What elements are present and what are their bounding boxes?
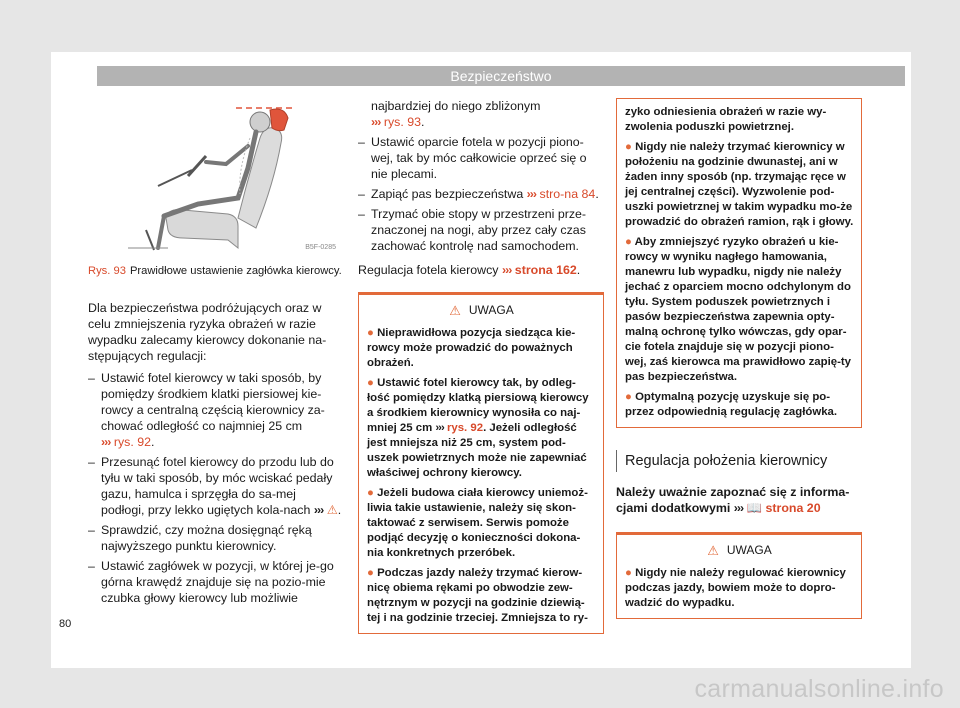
link-strona-84[interactable]: stro-na 84 bbox=[539, 187, 596, 201]
warning-item-text: Nigdy nie należy regulować kierownicy podczas jazdy, bowiem może to dopro-wadzić do wypadku. bbox=[625, 567, 846, 609]
warning-header bbox=[625, 543, 854, 558]
warning-item: ● Ustawić fotel kierowcy tak, by odleg-łość pomiędzy klatką piersiową kierowcy a środkiem kierownicy wynosiła co naj-mniej 25 cm ››› rys. 92. Jeżeli odległość jest mniejsza niż 25 cm, system pod-uszek powietrznych może nie zapewniać właściwej ochrony kierowcy. bbox=[367, 377, 589, 479]
warning-triangle-icon: ⚠ bbox=[707, 543, 719, 558]
section-heading: Regulacja położenia kierownicy bbox=[616, 450, 862, 472]
book-icon[interactable]: 📖 bbox=[746, 501, 763, 515]
warning-box-continued bbox=[616, 98, 862, 428]
column-right bbox=[616, 98, 862, 619]
warning-item: ● Jeżeli budowa ciała kierowcy uniemoż-liwia takie ustawienie, należy się skon-taktować z serwisem. Serwis pomoże podjąć decyzję o konieczności dokona-nia konkretnych przeróbek. bbox=[367, 487, 588, 559]
warning-item-text: Nigdy nie należy trzymać kierownicy w położeniu na godzinie dwunastej, ani w żaden inny sposób (np. trzymając ręce w jej centralnej części). Wyzwolenie pod-uszki powietrznej w takim wypadku mo-że prowadzić do obrażeń ramion, rąk i głowy. bbox=[625, 141, 854, 228]
warning-item-text: Aby zmniejszyć ryzyko obrażeń u kie-rowcy w wyniku nagłego hamowania, manewru lub wypadku, nigdy nie należy jechać z oparciem mocno odchylonym do tyłu. System poduszek powietrznych i pasów bezpieczeństwa zapewnia opty-malną ochronę tylko wówczas, gdy opar-cie fotela znajduje się w pozycji piono-wej, zaś kierowca ma prawidłowo zapię-ty pas bezpieczeństwa. bbox=[625, 236, 851, 383]
list-item-text: Ustawić fotel kierowcy w taki sposób, by pomiędzy środkiem klatki piersiowej kie-rowcy a centralną częścią kierownicy za-chować odległość co najmniej 25 cm bbox=[101, 371, 325, 433]
figure-code: B5F-0285 bbox=[305, 244, 336, 251]
list-item bbox=[358, 186, 604, 202]
warning-item-text: Optymalną pozycję uzyskuje się po-przez odpowiednią regulację zagłówka. bbox=[625, 391, 838, 418]
link-arrow[interactable]: ››› bbox=[435, 422, 444, 434]
warning-item: ● Aby zmniejszyć ryzyko obrażeń u kie-rowcy w wyniku nagłego hamowania, manewru lub wypadku, nigdy nie należy jechać z oparciem mocno odchylonym do tyłu. System poduszek powietrznych i pasów bezpieczeństwa zapewnia opty-malną ochronę tylko wówczas, gdy opar-cie fotela znajduje się w pozycji piono-wej, zaś kierowca ma prawidłowo zapię-ty pas bezpieczeństwa. bbox=[625, 236, 851, 383]
list-item-text: Zapiąć pas bezpieczeństwa bbox=[371, 187, 524, 201]
list-item bbox=[358, 134, 604, 182]
list-item-tail: . bbox=[595, 187, 599, 201]
list-item bbox=[88, 370, 342, 450]
list-item-text: Ustawić oparcie fotela w pozycji piono-wej, tak by móc całkowicie oprzeć się o nie plecami. bbox=[371, 135, 587, 181]
regulacja-paragraph bbox=[358, 262, 604, 278]
link-arrow[interactable]: ››› bbox=[101, 435, 111, 449]
list-item bbox=[88, 522, 342, 554]
link-strona-162[interactable]: strona 162 bbox=[514, 263, 577, 277]
intro-paragraph: Dla bezpieczeństwa podróżujących oraz w celu zmniejszenia ryzyka obrażeń w razie wypadku zalecamy kierowcy dokonanie na-stępujących regulacji: bbox=[88, 301, 327, 363]
manual-page bbox=[51, 52, 911, 668]
link-strona-20[interactable]: strona 20 bbox=[765, 501, 821, 515]
link-arrow[interactable]: ››› bbox=[371, 115, 381, 129]
column-left bbox=[88, 98, 342, 610]
warning-title: UWAGA bbox=[468, 303, 514, 317]
warning-item: ● Podczas jazdy należy trzymać kierow-nicę obiema rękami po obwodzie zew-nętrznym w pozycji na godzinie dziewią-tej i na godzinie trzeciej. Zmniejsza to ry- bbox=[367, 567, 588, 624]
link-arrow[interactable]: ››› bbox=[313, 503, 324, 517]
warning-item: ● Nieprawidłowa pozycja siedząca kie-rowcy może prowadzić do poważnych obrażeń. bbox=[367, 327, 576, 369]
link-rys-92[interactable]: rys. 92 bbox=[113, 435, 152, 449]
section-header: Bezpieczeństwo bbox=[97, 66, 905, 86]
list-item-tail: . bbox=[151, 435, 155, 449]
warning-item-text: Podczas jazdy należy trzymać kierow-nicę obiema rękami po obwodzie zew-nętrznym w pozycji na godzinie dziewią-tej i na godzinie trzeciej. Zmniejsza to ry- bbox=[367, 567, 588, 624]
watermark: carmanualsonline.info bbox=[694, 675, 944, 703]
caption-number: Rys. 93 bbox=[88, 265, 126, 277]
warning-item-text: Ustawić fotel kierowcy tak, by odleg-łość pomiędzy klatką piersiową kierowcy a środkiem kierownicy wynosiła co naj-mniej 25 cm bbox=[367, 377, 589, 434]
regulacja-text: Regulacja fotela kierowcy bbox=[358, 263, 499, 277]
link-arrow[interactable]: ››› bbox=[501, 263, 512, 277]
adjustment-list bbox=[88, 370, 342, 606]
continuation-body: najbardziej do niego zbliżonym bbox=[371, 99, 541, 113]
list-item bbox=[88, 558, 342, 606]
caption-text: Prawidłowe ustawienie zagłówka kierowcy. bbox=[129, 265, 342, 277]
link-arrow[interactable]: ››› bbox=[526, 187, 537, 201]
warning-title: UWAGA bbox=[726, 543, 772, 557]
list-item-tail: . bbox=[337, 503, 342, 517]
link-rys-92-warning[interactable]: rys. 92 bbox=[446, 422, 484, 434]
continuation-text bbox=[358, 98, 604, 130]
driver-seat-illustration bbox=[88, 98, 342, 260]
info-text: Należy uważnie zapoznać się z informa-cjami dodatkowymi bbox=[616, 485, 850, 515]
list-item-text: Przesunąć fotel kierowcy do przodu lub do tyłu w taki sposób, by móc wciskać pedały gazu, hamulca i sprzęgła do sa-mej podłogi, przy lekko ugiętych kola-nach bbox=[101, 455, 334, 517]
warning-header bbox=[367, 303, 596, 318]
warning-triangle-icon: ⚠ bbox=[449, 303, 461, 318]
list-item bbox=[88, 454, 342, 518]
warning-item: ● Nigdy nie należy regulować kierownicy podczas jazdy, bowiem może to dopro-wadzić do wypadku. bbox=[625, 567, 846, 609]
warning-triangle-icon[interactable]: ⚠ bbox=[326, 503, 338, 517]
regulacja-tail: . bbox=[576, 263, 581, 277]
adjustment-list-cont bbox=[358, 134, 604, 254]
page-number: 80 bbox=[59, 618, 72, 630]
list-item-text: Sprawdzić, czy można dosięgnąć ręką najwyższego punktu kierownicy. bbox=[101, 523, 312, 553]
warning-item-text: Nieprawidłowa pozycja siedząca kie-rowcy może prowadzić do poważnych obrażeń. bbox=[367, 327, 576, 369]
column-middle bbox=[358, 98, 604, 634]
link-arrow[interactable]: ››› bbox=[733, 501, 744, 515]
link-rys-93[interactable]: rys. 93 bbox=[383, 115, 422, 129]
list-item-text: Trzymać obie stopy w przestrzeni prze-znaczonej na nogi, aby przez cały czas zachować kontrolę nad samochodem. bbox=[371, 207, 587, 253]
warning-item: ● Optymalną pozycję uzyskuje się po-przez odpowiednią regulację zagłówka. bbox=[625, 391, 838, 418]
warning-box-steering bbox=[616, 532, 862, 619]
warning-lead: zyko odniesienia obrażeń w razie wy-zwolenia poduszki powietrznej. bbox=[625, 106, 827, 133]
warning-item: ● Nigdy nie należy trzymać kierownicy w położeniu na godzinie dwunastej, ani w żaden inny sposób (np. trzymając ręce w jej centralnej części). Wyzwolenie pod-uszki powietrznej w takim wypadku mo-że prowadzić do obrażeń ramion, rąk i głowy. bbox=[625, 141, 854, 228]
continuation-tail: . bbox=[421, 115, 425, 129]
warning-item-tail: . Jeżeli odległość jest mniejsza niż 25 cm, system pod-uszek powietrznych może nie zapewniać właściwej ochrony kierowcy. bbox=[367, 422, 587, 479]
warning-item-text: Jeżeli budowa ciała kierowcy uniemoż-liwia takie ustawienie, należy się skon-taktować z serwisem. Serwis pomoże podjąć decyzję o konieczności dokona-nia konkretnych przeróbek. bbox=[367, 487, 588, 559]
list-item bbox=[358, 206, 604, 254]
warning-box bbox=[358, 292, 604, 634]
figure-caption bbox=[88, 264, 342, 278]
list-item-text: Ustawić zagłówek w pozycji, w której je-go górna krawędź znajduje się na pozio-mie czubka głowy kierowcy lub możliwie bbox=[101, 559, 334, 605]
info-paragraph bbox=[616, 484, 862, 516]
figure-headrest bbox=[88, 98, 342, 260]
